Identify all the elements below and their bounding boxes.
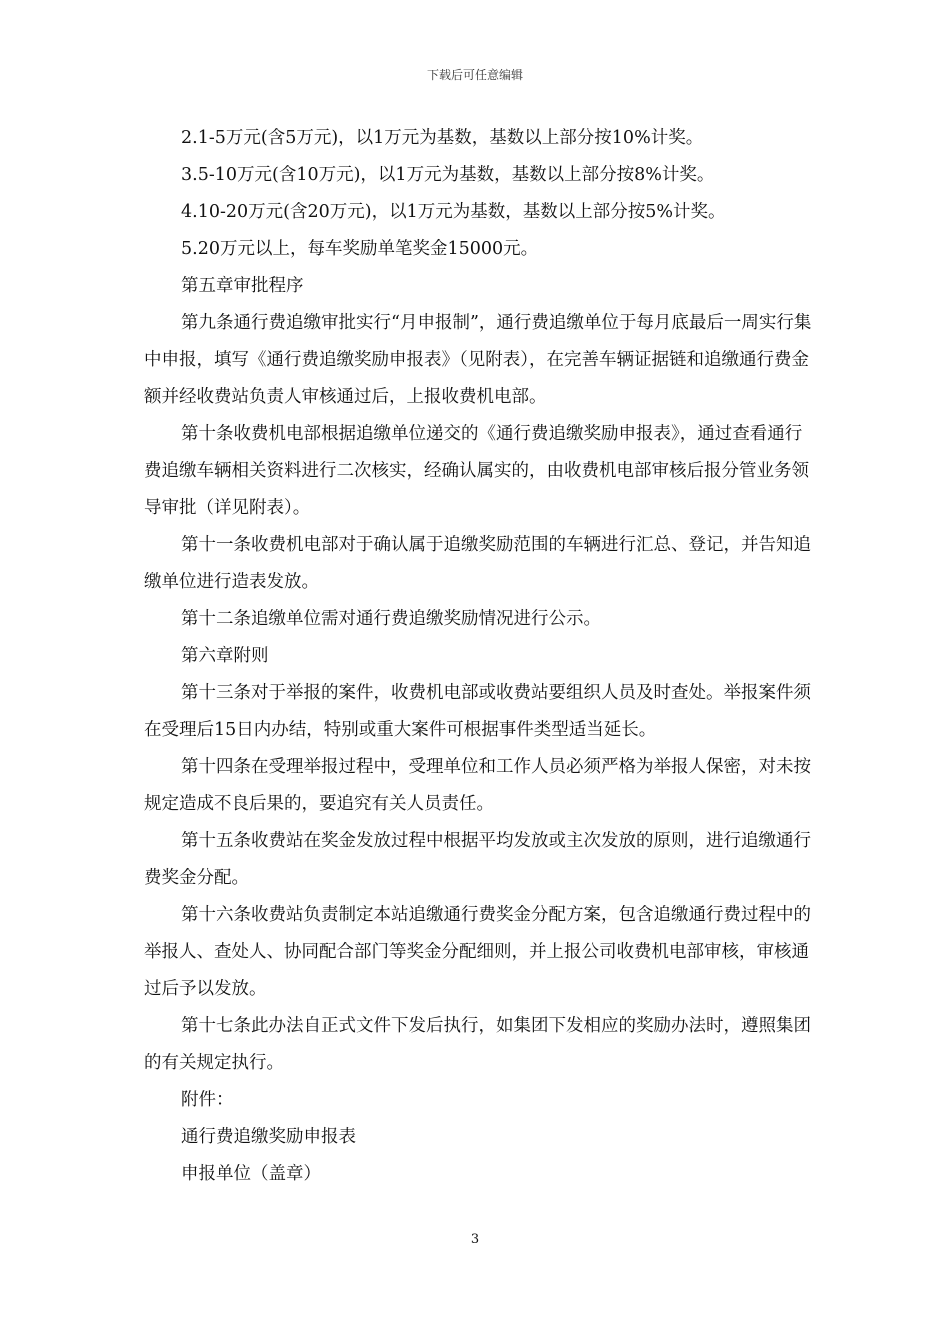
paragraph: 第九条通行费追缴审批实行“月申报制”，通行费追缴单位于每月底最后一周实行集中申报，填写《通行费追缴奖励申报表》（见附表），在完善车辆证据链和追缴通行费金额并经收费站负责人审核通过后，上报收费机电部。 bbox=[144, 313, 812, 407]
paragraph: 5.20万元以上，每车奖励单笔奖金15000元。 bbox=[181, 239, 539, 259]
paragraph: 第十条收费机电部根据追缴单位递交的《通行费追缴奖励申报表》，通过查看通行费追缴车辆相关资料进行二次核实，经确认属实的，由收费机电部审核后报分管业务领导审批（详见附表）。 bbox=[144, 424, 809, 518]
chapter-heading: 第六章附则 bbox=[181, 646, 269, 666]
attachment-label: 附件： bbox=[181, 1090, 234, 1110]
paragraph: 第十二条追缴单位需对通行费追缴奖励情况进行公示。 bbox=[181, 609, 601, 629]
paragraph: 第十五条收费站在奖金发放过程中根据平均发放或主次发放的原则，进行追缴通行费奖金分配。 bbox=[144, 831, 811, 888]
paragraph: 第十七条此办法自正式文件下发后执行，如集团下发相应的奖励办法时，遵照集团的有关规定执行。 bbox=[144, 1016, 811, 1073]
chapter-heading: 第五章审批程序 bbox=[181, 276, 304, 296]
paragraph: 3.5-10万元(含10万元)，以1万元为基数，基数以上部分按8%计奖。 bbox=[181, 165, 715, 185]
paragraph: 2.1-5万元(含5万元)，以1万元为基数，基数以上部分按10%计奖。 bbox=[181, 128, 704, 148]
attachment-title: 通行费追缴奖励申报表 bbox=[181, 1127, 356, 1147]
paragraph: 第十一条收费机电部对于确认属于追缴奖励范围的车辆进行汇总、登记，并告知追缴单位进行造表发放。 bbox=[144, 535, 811, 592]
applicant-unit-label: 申报单位（盖章） bbox=[181, 1164, 321, 1184]
document-body bbox=[144, 120, 814, 1193]
page-header: 下载后可任意编辑 bbox=[426, 68, 523, 82]
paragraph: 4.10-20万元(含20万元)，以1万元为基数，基数以上部分按5%计奖。 bbox=[181, 202, 726, 222]
paragraph: 第十三条对于举报的案件，收费机电部或收费站要组织人员及时查处。举报案件须在受理后15日内办结，特别或重大案件可根据事件类型适当延长。 bbox=[144, 683, 811, 740]
paragraph: 第十六条收费站负责制定本站追缴通行费奖金分配方案，包含追缴通行费过程中的举报人、查处人、协同配合部门等奖金分配细则，并上报公司收费机电部审核，审核通过后予以发放。 bbox=[144, 905, 811, 999]
paragraph: 第十四条在受理举报过程中，受理单位和工作人员必须严格为举报人保密，对未按规定造成不良后果的，要追究有关人员责任。 bbox=[144, 757, 811, 814]
page-number: 3 bbox=[470, 1232, 480, 1247]
